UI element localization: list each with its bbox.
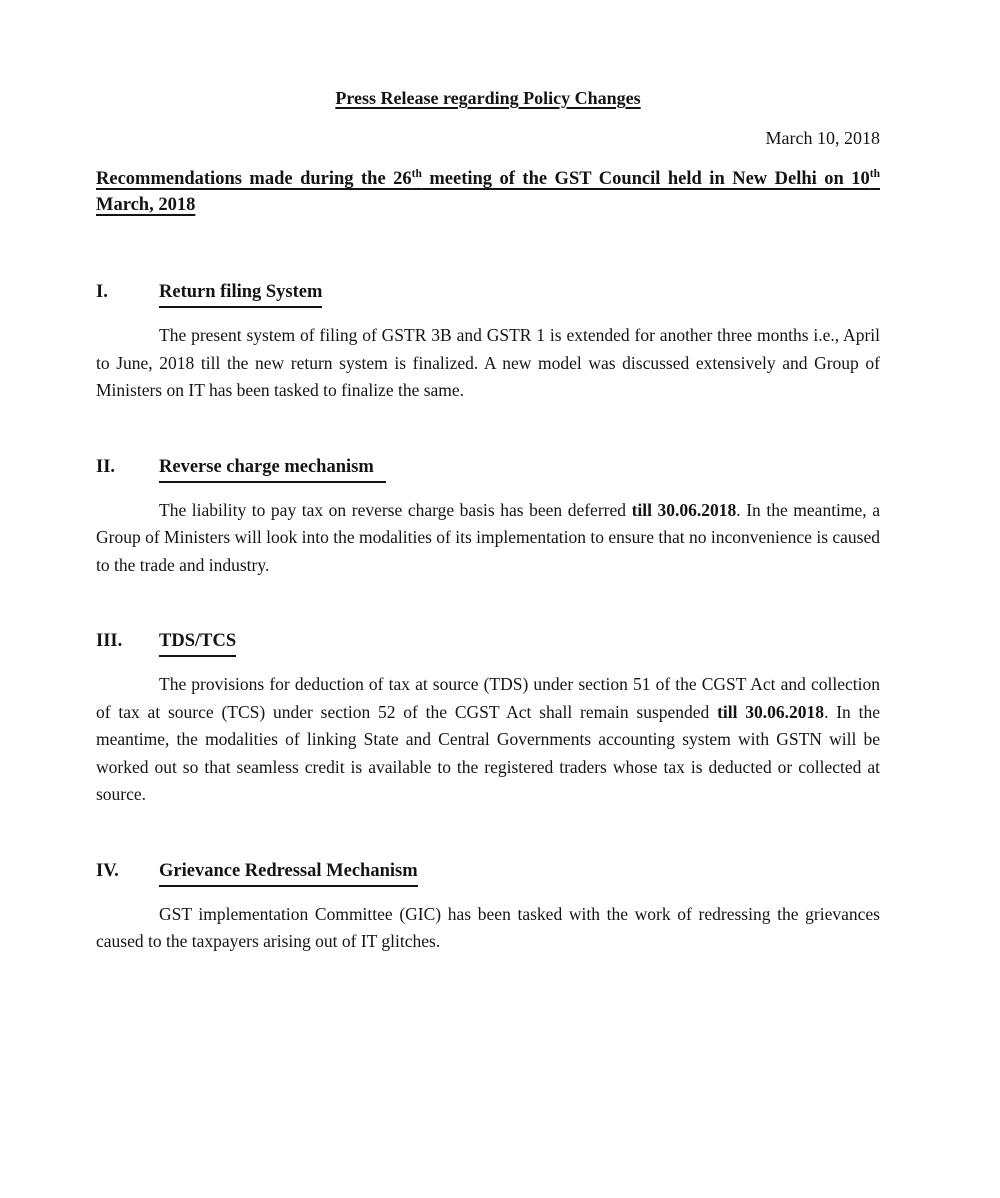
heading-superscript-1: th xyxy=(411,167,422,180)
heading-part2: meeting of the GST Council held in New Delhi on 10 xyxy=(421,169,870,189)
paragraph-bold-text: till 30.06.2018 xyxy=(717,701,825,722)
paragraph-text: . In the meantime, the modalities of linking State and Central Governments accounting system with GSTN will be worked out so that seamless credit is available to the registered traders whose tax is deducted or collected at source. xyxy=(96,701,880,804)
section-heading xyxy=(96,455,880,483)
section-return-filing-system xyxy=(96,280,880,405)
paragraph-text: The present system of filing of GSTR 3B and GSTR 1 is extended for another three months i.e., April to June, 2018 till the new return system is finalized. A new model was discussed extensively and Group of Ministers on IT has been tasked to finalize the same. xyxy=(96,325,880,400)
paragraph-text: The liability to pay tax on reverse charge basis has been deferred xyxy=(159,499,632,520)
heading-part1: Recommendations made during the 26 xyxy=(96,169,412,189)
section-heading xyxy=(96,629,880,657)
section-title: Return filing System xyxy=(159,280,322,308)
section-heading xyxy=(96,859,880,887)
section-paragraph xyxy=(96,671,880,809)
section-number: III. xyxy=(96,631,123,651)
section-number: II. xyxy=(96,456,116,477)
document-title-text: Press Release regarding Policy Changes xyxy=(335,88,641,108)
paragraph-text: GST implementation Committee (GIC) has been tasked with the work of redressing the grievances caused to the taxpayers arising out of IT glitches. xyxy=(96,903,880,951)
section-title: Grievance Redressal Mechanism xyxy=(159,859,418,887)
section-heading xyxy=(96,280,880,308)
paragraph-text: The provisions for deduction of tax at source (TDS) under section 51 of the CGST Act and collection of tax at source (TCS) under section 52 of the CGST Act shall remain suspended xyxy=(96,674,880,722)
document-heading xyxy=(96,166,880,218)
section-title: TDS/TCS xyxy=(159,629,236,657)
heading-superscript-2: th xyxy=(869,167,880,180)
document-title xyxy=(96,86,880,110)
paragraph-bold-text: till 30.06.2018 xyxy=(631,499,737,520)
heading-part3: March, 2018 xyxy=(96,195,196,215)
section-number: I. xyxy=(96,282,108,302)
section-paragraph xyxy=(96,901,880,956)
section-title: Reverse charge mechanism xyxy=(159,455,386,483)
section-grievance-redressal-mechanism xyxy=(96,859,880,956)
document-date: March 10, 2018 xyxy=(765,128,880,148)
section-tds-tcs xyxy=(96,629,880,809)
section-paragraph xyxy=(96,497,880,580)
paragraph-text: . In the meantime, a Group of Ministers will look into the modalities of its implementation to ensure that no inconvenience is caused to the trade and industry. xyxy=(96,499,880,575)
section-number: IV. xyxy=(96,860,119,881)
section-paragraph xyxy=(96,322,880,405)
section-reverse-charge-mechanism xyxy=(96,455,880,580)
